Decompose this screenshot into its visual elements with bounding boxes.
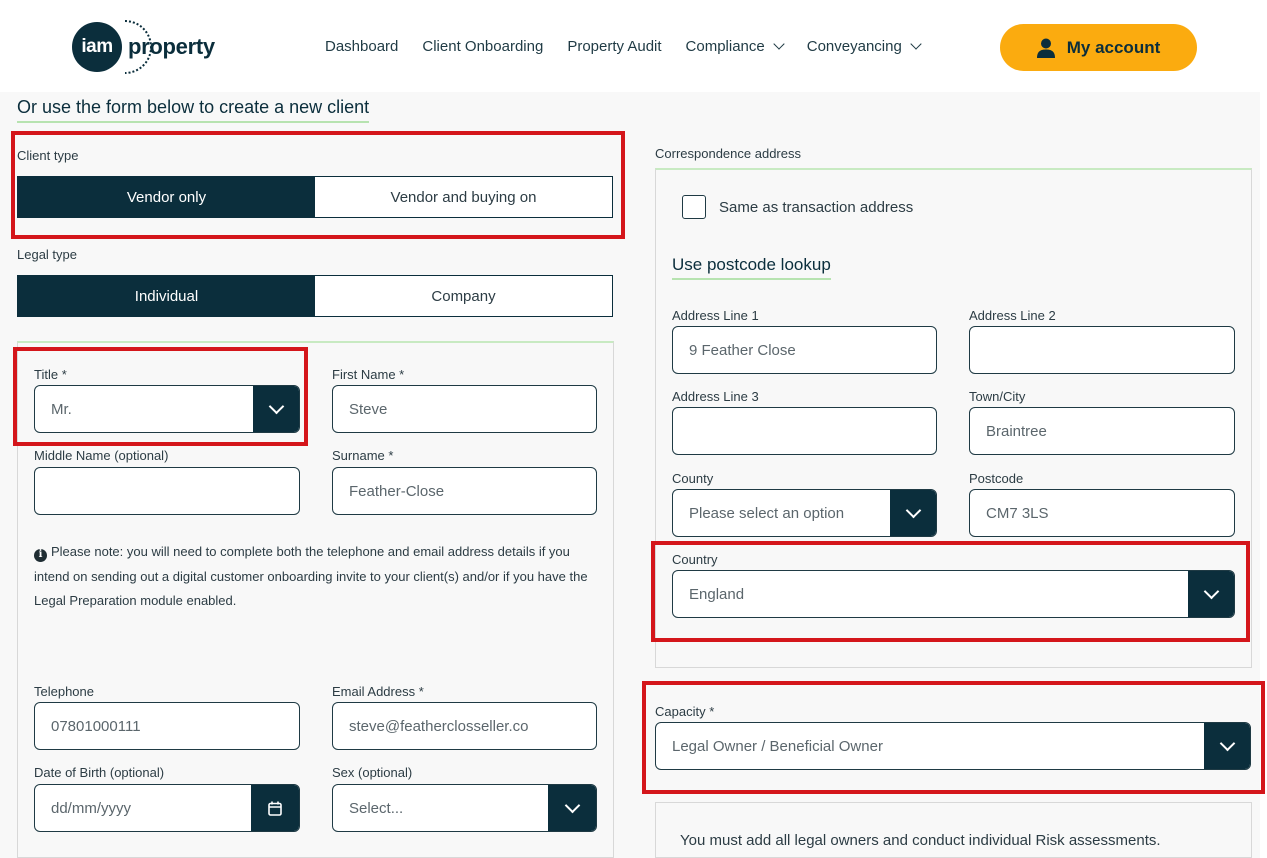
address-line3-input[interactable] (672, 407, 937, 455)
top-navbar (0, 0, 1260, 92)
legal-type-individual[interactable]: Individual (18, 276, 315, 316)
client-type-vendor-only[interactable]: Vendor only (18, 177, 315, 217)
middle-name-input[interactable] (34, 467, 300, 515)
title-label: Title * (34, 367, 67, 382)
postcode-label: Postcode (969, 471, 1024, 486)
chevron-down-icon[interactable] (1188, 571, 1234, 617)
telephone-value: 07801000111 (51, 717, 141, 735)
legal-type-company[interactable]: Company (431, 287, 496, 305)
first-name-input[interactable] (332, 385, 597, 433)
capacity-label: Capacity * (655, 704, 715, 719)
town-value: Braintree (986, 422, 1047, 440)
capacity-select[interactable] (655, 722, 1251, 770)
postcode-lookup-link[interactable]: Use postcode lookup (672, 255, 831, 280)
sex-value: Select... (349, 799, 404, 817)
county-select[interactable] (672, 489, 937, 537)
same-as-transaction-label[interactable]: Same as transaction address (719, 199, 914, 216)
county-label: County (672, 471, 714, 486)
legal-type-label: Legal type (17, 247, 77, 262)
capacity-value: Legal Owner / Beneficial Owner (672, 737, 883, 755)
nav-property-audit[interactable] (567, 38, 661, 55)
nav-conveyancing-label: Conveyancing (806, 38, 902, 55)
dob-label: Date of Birth (optional) (34, 765, 165, 780)
first-name-label: First Name * (332, 367, 405, 382)
owners-message: You must add all legal owners and conduct individual Risk assessments. (680, 832, 1161, 849)
first-name-value: Steve (349, 400, 388, 418)
town-input[interactable] (969, 407, 1235, 455)
address-line3-label: Address Line 3 (672, 389, 759, 404)
nav-dashboard-label: Dashboard (325, 38, 399, 55)
logo[interactable] (72, 22, 215, 72)
client-type-toggle (17, 176, 613, 218)
client-type-label: Client type (17, 148, 79, 163)
county-value: Please select an option (689, 504, 845, 522)
my-account-button[interactable] (1000, 24, 1197, 71)
nav-dashboard[interactable] (325, 38, 398, 55)
email-input[interactable] (332, 702, 597, 750)
dob-input[interactable] (34, 784, 300, 832)
logo-text: property (128, 34, 215, 59)
legal-type-toggle (17, 275, 613, 317)
address-line1-input[interactable] (672, 326, 937, 374)
middle-name-label: Middle Name (optional) (34, 448, 169, 463)
nav-client-onboarding[interactable] (422, 38, 543, 55)
telephone-input[interactable] (34, 702, 300, 750)
nav-conveyancing[interactable] (807, 38, 920, 55)
nav-client-onboarding-label: Client Onboarding (422, 38, 544, 55)
email-label: Email Address * (332, 684, 424, 699)
surname-value: Feather-Close (349, 482, 445, 500)
telephone-label: Telephone (34, 684, 94, 699)
chevron-down-icon[interactable] (253, 386, 299, 432)
postcode-input[interactable] (969, 489, 1235, 537)
calendar-icon[interactable] (251, 785, 299, 831)
sex-select[interactable] (332, 784, 597, 832)
dob-placeholder: dd/mm/yyyy (51, 799, 132, 817)
chevron-down-icon[interactable] (1204, 723, 1250, 769)
surname-label: Surname * (332, 448, 394, 463)
nav-compliance-label: Compliance (685, 38, 765, 55)
correspondence-address-label: Correspondence address (655, 146, 801, 161)
client-type-vendor-and-buying-on[interactable]: Vendor and buying on (390, 188, 537, 206)
title-select[interactable] (34, 385, 300, 433)
town-label: Town/City (969, 389, 1026, 404)
owners-panel (655, 802, 1252, 858)
contact-note (34, 540, 604, 614)
country-select[interactable] (672, 570, 1235, 618)
address-line2-input[interactable] (969, 326, 1235, 374)
contact-note-text: Please note: you will need to complete both the telephone and email address details if you intend on sending out a digital customer onboarding invite to your client(s) and/or if you have the Legal Preparation module enabled. (34, 544, 588, 608)
country-value: England (689, 585, 745, 603)
logo-badge: iam (72, 22, 122, 72)
chevron-down-icon (910, 38, 921, 49)
my-account-label: My account (1066, 37, 1161, 57)
nav-compliance[interactable] (686, 38, 783, 55)
chevron-down-icon[interactable] (548, 785, 596, 831)
user-icon (1037, 38, 1055, 58)
address-line2-label: Address Line 2 (969, 308, 1056, 323)
form-heading: Or use the form below to create a new client (17, 97, 369, 123)
title-value: Mr. (51, 400, 72, 418)
sex-label: Sex (optional) (332, 765, 413, 780)
address-line1-value: 9 Feather Close (689, 341, 796, 359)
nav-property-audit-label: Property Audit (567, 38, 662, 55)
info-icon: i (34, 549, 47, 562)
surname-input[interactable] (332, 467, 597, 515)
main-nav (325, 38, 944, 55)
country-label: Country (672, 552, 718, 567)
address-line1-label: Address Line 1 (672, 308, 759, 323)
same-as-transaction-checkbox[interactable] (682, 195, 706, 219)
chevron-down-icon (773, 38, 784, 49)
postcode-value: CM7 3LS (986, 504, 1049, 522)
chevron-down-icon[interactable] (890, 490, 936, 536)
email-value: steve@featherclosseller.co (349, 717, 529, 735)
